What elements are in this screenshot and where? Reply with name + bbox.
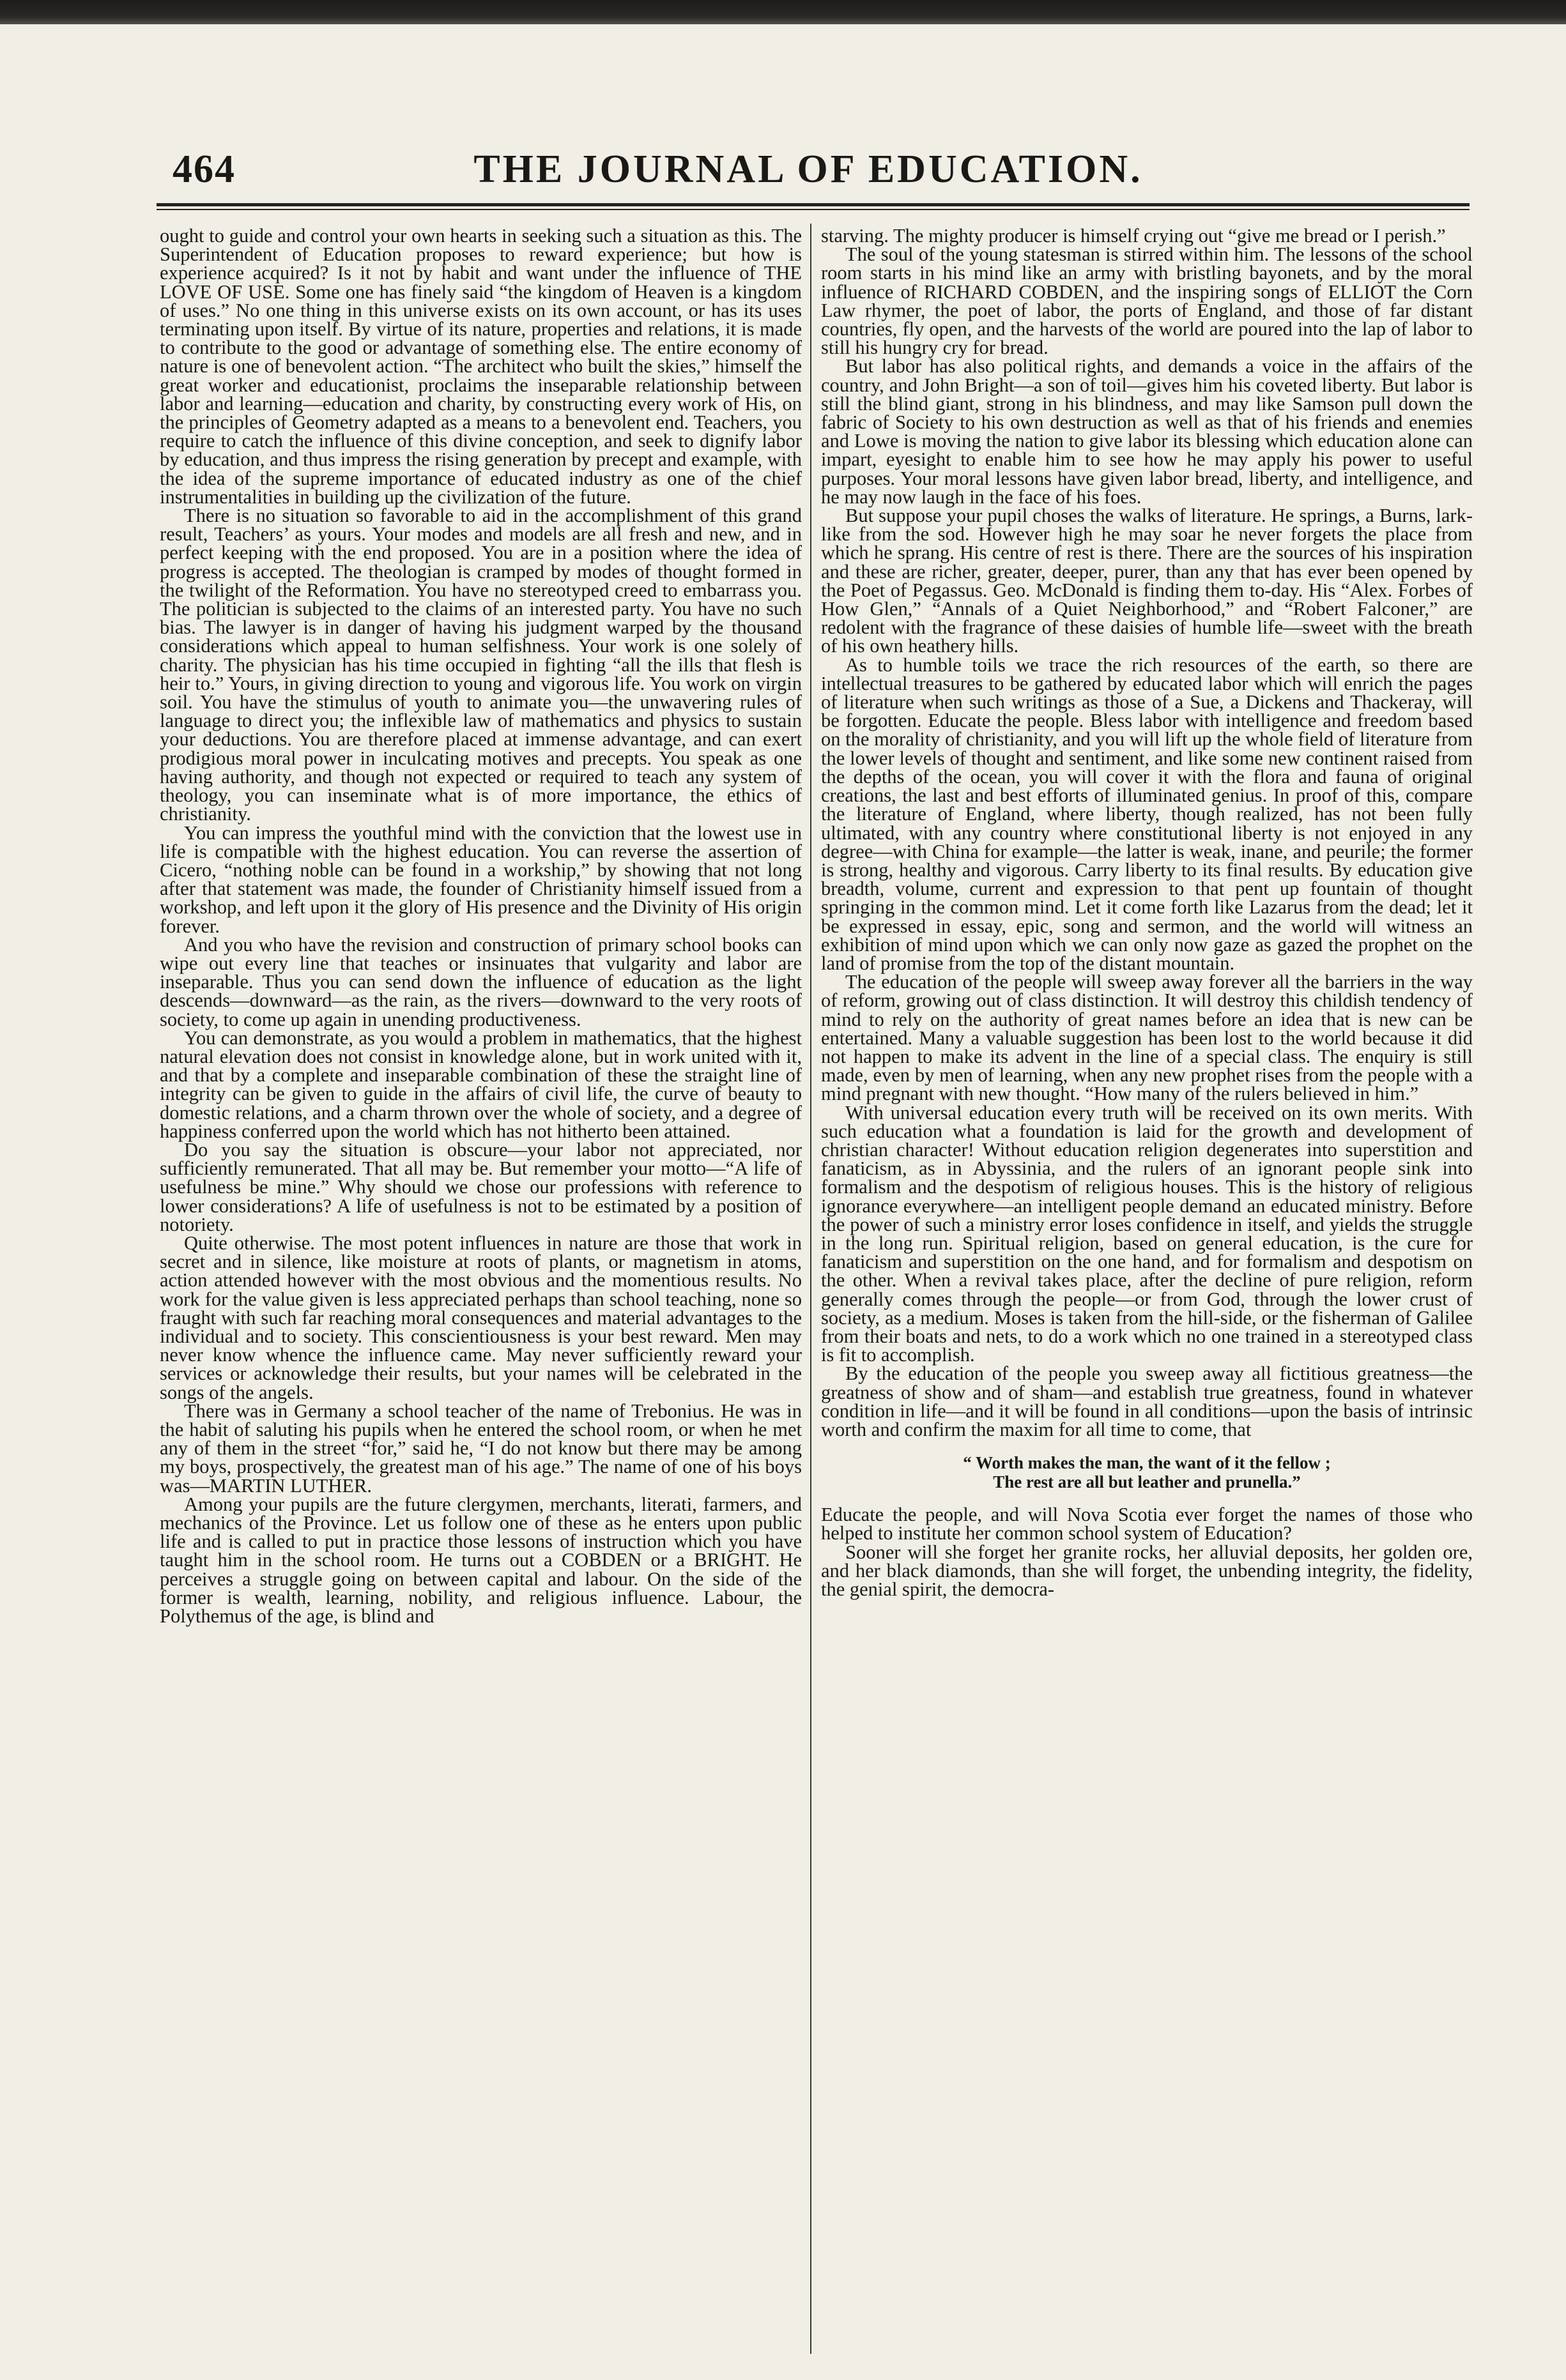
verse-line: “ Worth makes the man, the want of it the fellow ; (963, 1453, 1331, 1473)
article-paragraph: Educate the people, and will Nova Scotia ever forget the names of those who helped to institute her common school system of Education? (821, 1504, 1473, 1545)
article-paragraph: But labor has also political rights, and demands a voice in the affairs of the country, and John Bright—a son of toil—gives him his coveted liberty. But labor is still the blind giant, strong in his blindness, and may like Samson pull down the fabric of Society to his own destruction as well as that of his friends and enemies and Lowe is moving the nation to give labor its blessing which education alone can impart, eyesight to enable him to see how he may apply his power to useful purposes. Your moral lessons have given labor bread, liberty, and intelligence, and he may now laugh in the face of his foes. (821, 355, 1473, 508)
scan-top-border (0, 0, 1566, 24)
header-rule (157, 203, 1470, 210)
page-number: 464 (173, 148, 236, 191)
article-paragraph: You can impress the youthful mind with the conviction that the lowest use in life is compatible with the highest education. You can reverse the assertion of Cicero, “nothing noble can be found in a workship,” by showing that not long after that statement was made, the founder of Christianity himself issued from a workshop, and left upon it the glory of His presence and the Divinity of His origin forever. (160, 821, 802, 937)
article-paragraph: The soul of the young statesman is stirred within him. The lessons of the school room starts in his mind like an army with bristling bayonets, and by the moral influence of RICHARD COBDEN, and the inspiring songs of ELLIOT the Corn Law rhymer, the poet of labor, the ports of England, and those of far distant countries, fly open, and the harvests of the world are poured into the lap of labor to still his hungry cry for bread. (821, 243, 1473, 359)
article-paragraph: And you who have the revision and construction of primary school books can wipe out every line that teaches or insinuates that vulgarity and labor are inseparable. Thus you can send down the influence of education as the light descends—downward—as the rain, as the rivers—downward to the very roots of society, to come up again in unending productiveness. (160, 933, 802, 1030)
article-paragraph: ought to guide and control your own hearts in seeking such a situation as this. The Superintendent of Education proposes to reward experience; but how is experience acquired? Is it not by habit and want under the influence of THE LOVE OF USE. Some one has finely said “the kingdom of Heaven is a kingdom of uses.” No one thing in this universe exists on its own account, or has its uses terminating upon itself. By virtue of its nature, properties and relations, it is made to contribute to the good or advantage of something else. The entire economy of nature is one of benevolent action. “The architect who built the skies,” himself the great worker and educationist, proclaims the inseparable relationship between labor and learning—education and charity, by constructing every work of His, on the principles of Geometry adapted as a means to a benevolent end. Teachers, you require to catch the influence of this divine conception, and seek to dignify labor by education, and thus impress the rising generation by precept and example, with the idea of the supreme importance of educated industry as one of the chief instrumentalities in building up the civilization of the future. (160, 227, 802, 508)
article-paragraph: Among your pupils are the future clergymen, merchants, literati, farmers, and mechanics of the Province. Let us follow one of these as he enters upon public life and is called to put in practice those lessons of instruction which you have taught him in the school room. He turns out a COBDEN or a BRIGHT. He perceives a struggle going on between capital and labour. On the side of the former is wealth, learning, nobility, and religious influence. Labour, the Polythemus of the age, is blind and (160, 1493, 802, 1628)
article-paragraph: Quite otherwise. The most potent influences in nature are those that work in secret and in silence, like moisture at roots of plants, or magnetism in atoms, action attended however with the most obvious and the momentious results. No work for the value given is less appreciated perhaps than school teaching, none so fraught with such far reaching moral consequences and material advantages to the individual and to society. This conscientiousness is your best reward. Men may never know whence the influence came. May never sufficiently reward your services or acknowledge their results, but your names will be celebrated in the songs of the angels. (160, 1232, 802, 1403)
article-paragraph: As to humble toils we trace the rich resources of the earth, so there are intellectual treasures to be gathered by educated labor which will enrich the pages of literature when such writings as those of a Sue, a Dickens and Thackeray, will be forgotten. Educate the people. Bless labor with intelligence and freedom based on the morality of christianity, and you will lift up the whole field of literature from the lower levels of thought and sentiment, and like some new continent raised from the depths of the ocean, you will cover it with the flora and fauna of original creations, the last and best efforts of illuminated genius. In proof of this, compare the literature of England, where liberty, though realized, has not been fully ultimated, with any country where constitutional liberty is not enjoyed in any degree—with China for example—the latter is weak, inane, and peurile; the former is strong, healthy and vigorous. Carry liberty to its final results. By education give breadth, volume, current and expression to that pent up fountain of thought springing in the common mind. Let it come forth like Lazarus from the dead; let it be expressed in essay, epic, song and sermon, and the world will witness an exhibition of mind upon which we can only now gaze as gazed the prophet on the land of promise from the top of the distant mountain. (821, 653, 1473, 974)
article-paragraph: starving. The mighty producer is himself crying out “give me bread or I perish.” (821, 227, 1446, 247)
article-paragraph: By the education of the people you sweep away all fictitious greatness—the greatness of show and of sham—and establish true greatness, found in whatever condition in life—and it will be found in all conditions—upon the basis of intrinsic worth and confirm the maxim for all time to come, that (821, 1362, 1473, 1440)
article-paragraph: With universal education every truth will be received on its own merits. With such education what a foundation is laid for the growth and development of christian character! Without education religion degenerates into superstition and fanaticism, as in Abyssinia, and the rulers of an ignorant people sink into formalism and the despotism of religious houses. This is the history of religious ignorance everywhere—an intelligent people demand an educated ministry. Before the power of such a ministry error loses confidence in itself, and yields the struggle in the long run. Spiritual religion, based on general education, is the cure for fanaticism and superstition on the one hand, and for formalism and despotism on the other. When a revival takes place, after the decline of pure religion, reform generally comes through the people—or from God, through the lower crust of society, as a medium. Moses is taken from the hill-side, or the fisherman of Galilee from their boats and nets, to do a work which no one trained in a stereotyped class is fit to accomplish. (821, 1101, 1473, 1366)
verse-line: The rest are all but leather and prunella.” (993, 1472, 1301, 1492)
article-paragraph: You can demonstrate, as you would a problem in mathematics, that the highest natural elevation does not consist in knowledge alone, but in work united with it, and that by a complete and inseparable combination of these the straight line of integrity can be given to guide in the affairs of civil life, the curve of beauty to domestic relations, and a charm thrown over the whole of society, and a degree of happiness conferred upon the world which has not hitherto been attained. (160, 1026, 802, 1142)
page-header (153, 147, 1463, 198)
journal-title: THE JOURNAL OF EDUCATION. (473, 148, 1143, 191)
article-paragraph: The education of the people will sweep away forever all the barriers in the way of reform, growing out of class distinction. It will destroy this childish tendency of mind to rely on the authority of great names before an idea that is new can be entertained. Many a valuable suggestion has been lost to the world because it did not happen to make its advent in the line of a special class. The enquiry is still made, even by men of learning, when any new prophet rises from the people with a mind pregnant with new thought. “How many of the rulers believed in him.” (821, 971, 1473, 1105)
article-paragraph: Do you say the situation is obscure—your labor not appreciated, nor sufficiently remunerated. That all may be. But remember your motto—“A life of usefulness be mine.” Why should we chose our professions with reference to lower considerations? A life of usefulness is not to be estimated by a position of notoriety. (160, 1138, 802, 1235)
article-paragraph: Sooner will she forget her granite rocks, her alluvial deposits, her golden ore, and her black diamonds, than she will forget, the unbending integrity, the fidelity, the genial spirit, the democra- (821, 1541, 1473, 1601)
article-paragraph: But suppose your pupil choses the walks of literature. He springs, a Burns, lark-like from the sod. However high he may soar he never forgets the place from which he sprang. His centre of rest is there. There are the sources of his inspiration and these are richer, greater, deeper, purer, than any that has ever been opened by the Poet of Pegassus. Geo. McDonald is finding them to-day. His “Alex. Forbes of How Glen,” “Annals of a Quiet Neighborhood,” and “Robert Falconer,” are redolent with the fragrance of these daisies of humble life—sweet with the breath of his own heathery hills. (821, 505, 1473, 657)
article-paragraph: There is no situation so favorable to aid in the accomplishment of this grand result, Teachers’ as yours. Your modes and models are all fresh and new, and in perfect keeping with the end proposed. You are in a position where the idea of progress is accepted. The theologian is cramped by modes of thought formed in the twilight of the Reformation. You have no stereotyped creed to embarrass you. The politician is subjected to the claims of an interested party. You have no such bias. The lawyer is in danger of having his judgment warped by the thousand considerations which appeal to human selfishness. Your work is one solely of charity. The physician has his time occupied in fighting “all the ills that flesh is heir to.” Yours, in giving direction to young and vigorous life. You work on virgin soil. You have the stimulus of youth to animate you—the unwavering rules of language to direct you; the inflexible law of mathematics and physics to sustain your deductions. You are therefore placed at immense advantage, and can exert prodigious moral power in inculcating motives and precepts. You speak as one having authority, and though not expected or required to teach any system of theology, you can inseminate what is of more importance, the ethics of christianity. (160, 505, 802, 825)
verse-quote (821, 1453, 1473, 1491)
left-column (160, 227, 802, 2357)
article-paragraph: There was in Germany a school teacher of the name of Trebonius. He was in the habit of saluting his pupils when he entered the school room, or when he met any of them in the street “for,” said he, “I do not know but there may be among my boys, prospectively, the greatest man of his age.” The name of one of his boys was—MARTIN LUTHER. (160, 1400, 802, 1497)
column-divider (810, 224, 811, 2354)
right-column (821, 227, 1473, 2357)
